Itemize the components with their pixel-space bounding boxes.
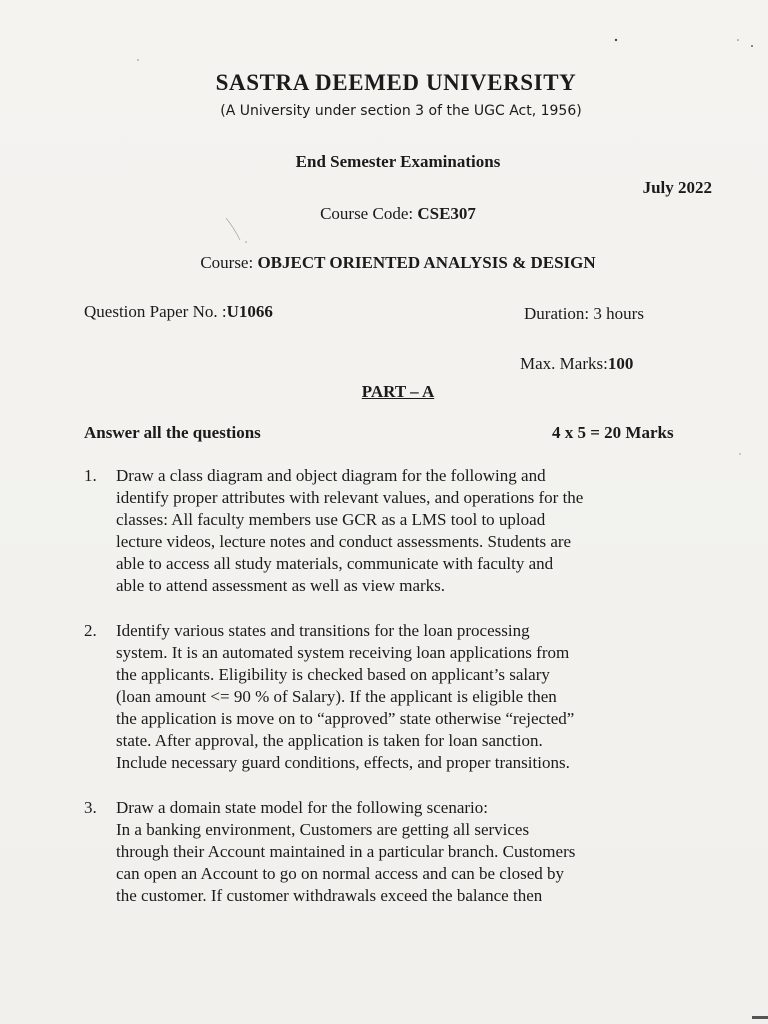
question-line: through their Account maintained in a particular branch. Customers [116, 842, 576, 861]
exam-date: July 2022 [642, 178, 712, 197]
question-line: able to access all study materials, communicate with faculty and [116, 554, 554, 573]
question-number: 1. [84, 466, 97, 485]
max-marks-label: Max. Marks: [520, 354, 608, 373]
question-line: In a banking environment, Customers are getting all services [116, 820, 530, 839]
university-subtitle: (A University under section 3 of the UGC Act, 1956) [220, 103, 582, 119]
question-line: Draw a domain state model for the following scenario: [116, 798, 488, 817]
question-line: the customer. If customer withdrawals exceed the balance then [116, 886, 543, 905]
question-text [116, 797, 714, 907]
question-line: Draw a class diagram and object diagram for the following and [116, 466, 546, 485]
course-code-line [0, 204, 768, 224]
part-marks: 4 x 5 = 20 Marks [552, 423, 674, 442]
question-1 [84, 465, 714, 597]
question-line: the application is move on to “approved” state otherwise “rejected” [116, 709, 575, 728]
question-line: state. After approval, the application is taken for loan sanction. [116, 731, 543, 750]
course-label: Course: [200, 253, 258, 272]
question-2 [84, 620, 714, 774]
qp-label: Question Paper No. : [84, 302, 227, 321]
question-line: able to attend assessment as well as view marks. [116, 576, 446, 595]
question-line: Include necessary guard conditions, effects, and proper transitions. [116, 753, 570, 772]
question-number: 3. [84, 798, 97, 817]
question-line: (loan amount <= 90 % of Salary). If the applicant is eligible then [116, 687, 557, 706]
question-text [116, 465, 714, 597]
duration [524, 304, 644, 324]
duration-label: Duration: [524, 304, 594, 323]
course-code-label: Course Code: [320, 204, 418, 223]
question-line: system. It is an automated system receiving loan applications from [116, 643, 570, 662]
exam-title: End Semester Examinations [295, 152, 501, 171]
max-marks [520, 354, 633, 374]
part-heading [0, 382, 768, 402]
question-line: can open an Account to go on normal access and can be closed by [116, 864, 564, 883]
qp-value: U1066 [226, 302, 273, 321]
university-name: SASTRA DEEMED UNIVERSITY [215, 70, 577, 95]
question-line: the applicants. Eligibility is checked based on applicant’s salary [116, 665, 550, 684]
scan-edge-mark [752, 1016, 768, 1019]
part-instruction: Answer all the questions [84, 423, 261, 442]
question-3 [84, 797, 714, 907]
question-line: identify proper attributes with relevant values, and operations for the [116, 488, 584, 507]
question-text [116, 620, 714, 774]
question-line: Identify various states and transitions for the loan processing [116, 621, 530, 640]
max-marks-value: 100 [607, 354, 634, 373]
course-code: CSE307 [417, 204, 476, 223]
part-title: PART – A [361, 382, 435, 401]
question-line: lecture videos, lecture notes and conduct assessments. Students are [116, 532, 572, 551]
course-line [0, 253, 768, 273]
course-name: OBJECT ORIENTED ANALYSIS & DESIGN [257, 253, 596, 272]
question-number: 2. [84, 621, 97, 640]
question-paper-number [84, 302, 273, 322]
question-line: classes: All faculty members use GCR as a LMS tool to upload [116, 510, 546, 529]
duration-value: 3 hours [593, 304, 644, 323]
